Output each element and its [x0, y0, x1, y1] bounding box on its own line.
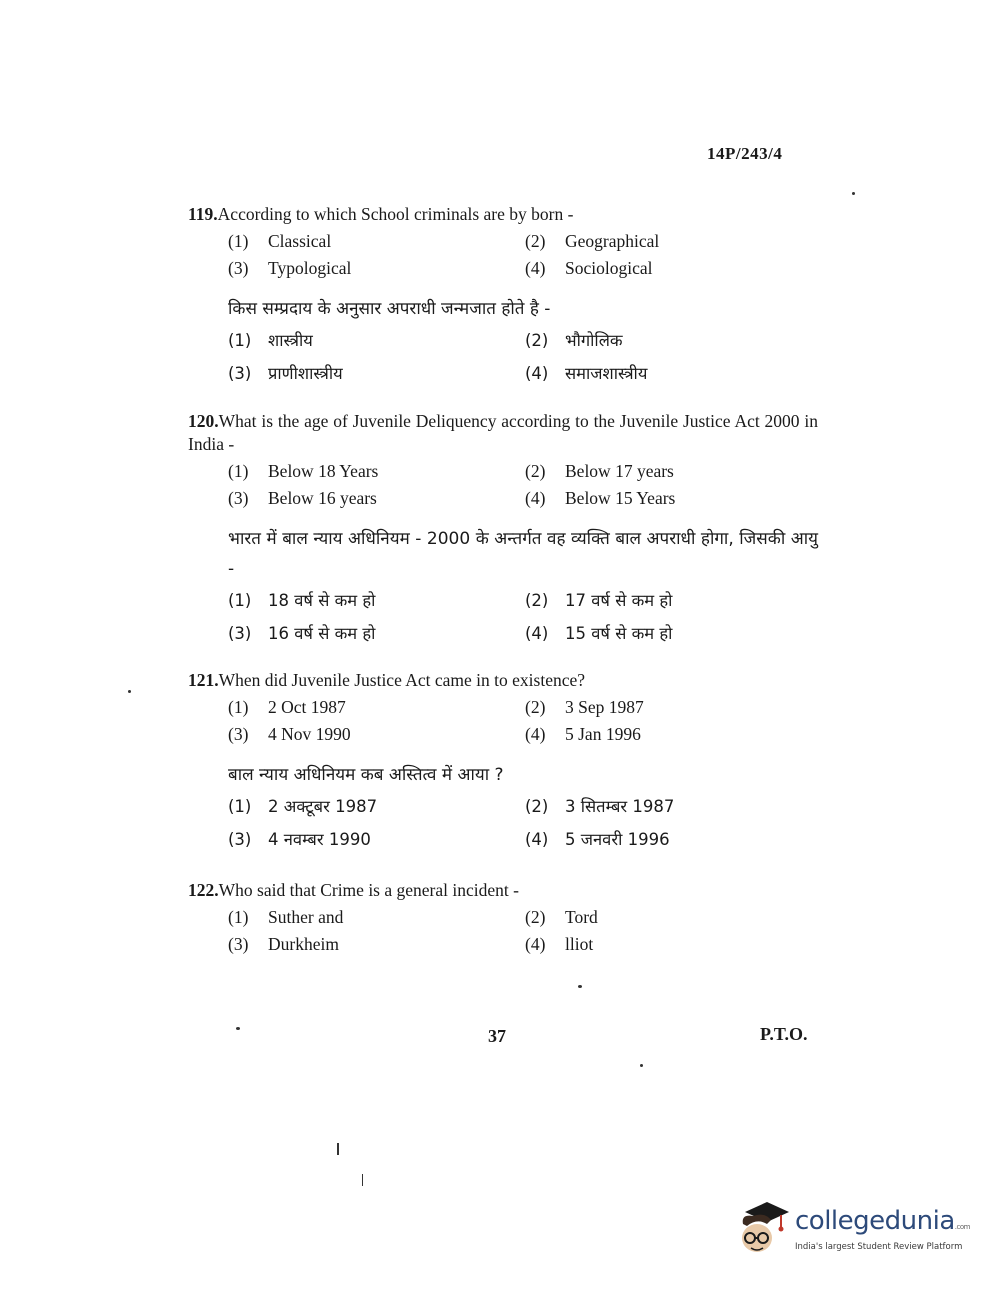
option-text: 2 Oct 1987: [268, 697, 346, 717]
question-number: 121.: [188, 670, 219, 690]
hindi-options: [228, 328, 818, 386]
hindi-options: [228, 588, 818, 646]
option-3: [228, 723, 525, 746]
option-text: Sociological: [565, 258, 653, 278]
option-2: [525, 460, 775, 483]
option-text: Below 16 years: [268, 488, 377, 508]
question-text: [188, 410, 818, 456]
option-label: (4): [525, 258, 546, 278]
option-text: Suther and: [268, 907, 344, 927]
logo-domain-suffix: .com: [954, 1223, 970, 1231]
question-120: [188, 410, 818, 646]
option-label: (4): [525, 830, 549, 849]
hindi-question-text: बाल न्याय अधिनियम कब अस्तित्व में आया ?: [228, 765, 504, 785]
logo-name: collegedunia: [795, 1206, 955, 1236]
option-3: [228, 933, 525, 956]
question-text: [188, 669, 818, 692]
option-label: (4): [525, 624, 549, 643]
option-label: (1): [228, 461, 249, 481]
option-text: 3 Sep 1987: [565, 697, 644, 717]
option-text: Durkheim: [268, 934, 339, 954]
option-4: [525, 487, 775, 510]
option-label: (2): [525, 797, 549, 816]
hindi-option-3: [228, 621, 525, 646]
question-body: When did Juvenile Justice Act came in to existence?: [218, 670, 586, 690]
option-text: शास्त्रीय: [268, 331, 313, 350]
question-body: What is the age of Juvenile Deliquency according to the Juvenile Justice Act 2000 in India -: [188, 411, 818, 454]
option-text: 18 वर्ष से कम हो: [268, 591, 376, 610]
option-label: (3): [228, 258, 249, 278]
option-label: (4): [525, 934, 546, 954]
option-text: lliot: [565, 934, 594, 954]
option-text: Classical: [268, 231, 332, 251]
option-text: Geographical: [565, 231, 660, 251]
question-121: [188, 669, 818, 852]
option-label: (1): [228, 797, 252, 816]
hindi-options: [228, 794, 818, 852]
question-body: According to which School criminals are by born -: [217, 204, 574, 224]
option-label: (1): [228, 231, 249, 251]
question-number: 122.: [188, 880, 219, 900]
scan-speck: [128, 690, 131, 693]
options: [228, 906, 818, 956]
scan-speck: [236, 1027, 240, 1030]
option-2: [525, 906, 775, 929]
option-label: (2): [525, 697, 546, 717]
hindi-option-4: [525, 621, 775, 646]
option-label: (2): [525, 591, 549, 610]
scan-speck: [640, 1064, 643, 1067]
hindi-option-1: [228, 328, 525, 353]
paper-code: 14P/243/4: [707, 144, 783, 163]
hindi-option-3: [228, 827, 525, 852]
option-text: 4 Nov 1990: [268, 724, 351, 744]
option-label: (1): [228, 907, 249, 927]
hindi-option-4: [525, 361, 775, 386]
question-number: 119.: [188, 204, 218, 224]
hindi-question-text: भारत में बाल न्याय अधिनियम - 2000 के अन्तर्गत वह व्यक्ति बाल अपराधी होगा, जिसकी आयु -: [228, 529, 818, 579]
option-label: (4): [525, 724, 546, 744]
option-label: (4): [525, 364, 549, 383]
option-3: [228, 487, 525, 510]
option-text: 5 Jan 1996: [565, 724, 641, 744]
logo-wordmark: [795, 1206, 970, 1236]
option-text: भौगोलिक: [565, 331, 623, 350]
hindi-option-4: [525, 827, 775, 852]
hindi-option-1: [228, 794, 525, 819]
question-body: Who said that Crime is a general incident -: [218, 880, 519, 900]
question-number: 120.: [188, 411, 219, 431]
option-2: [525, 696, 775, 719]
question-text: [188, 879, 818, 902]
option-text: 3 सितम्बर 1987: [565, 797, 675, 816]
question-122: [188, 879, 818, 956]
option-label: (2): [525, 907, 546, 927]
option-4: [525, 933, 775, 956]
option-text: Typological: [268, 258, 352, 278]
option-text: 17 वर्ष से कम हो: [565, 591, 673, 610]
option-label: (2): [525, 461, 546, 481]
hindi-option-2: [525, 328, 775, 353]
hindi-option-1: [228, 588, 525, 613]
option-text: 4 नवम्बर 1990: [268, 830, 371, 849]
option-label: (3): [228, 830, 252, 849]
option-label: (1): [228, 697, 249, 717]
option-4: [525, 723, 775, 746]
option-text: Below 15 Years: [565, 488, 676, 508]
option-label: (3): [228, 724, 249, 744]
scan-speck: [852, 192, 855, 195]
options: [228, 230, 818, 280]
option-text: 2 अक्टूबर 1987: [268, 797, 378, 816]
option-text: Below 18 Years: [268, 461, 379, 481]
option-text: 5 जनवरी 1996: [565, 830, 670, 849]
hindi-option-2: [525, 588, 775, 613]
option-text: Tord: [565, 907, 598, 927]
option-1: [228, 696, 525, 719]
pto-label: P.T.O.: [760, 1024, 808, 1044]
option-label: (3): [228, 364, 252, 383]
hindi-option-3: [228, 361, 525, 386]
option-text: Below 17 years: [565, 461, 674, 481]
option-label: (4): [525, 488, 546, 508]
option-text: 15 वर्ष से कम हो: [565, 624, 673, 643]
option-4: [525, 257, 775, 280]
option-text: समाजशास्त्रीय: [565, 364, 648, 383]
option-label: (3): [228, 624, 252, 643]
scan-speck: [578, 985, 582, 988]
question-119: [188, 203, 818, 386]
option-label: (1): [228, 591, 252, 610]
hindi-question-text: किस सम्प्रदाय के अनुसार अपराधी जन्मजात होते है -: [228, 299, 551, 319]
option-text: 16 वर्ष से कम हो: [268, 624, 376, 643]
options: [228, 460, 818, 510]
option-label: (2): [525, 231, 546, 251]
option-3: [228, 257, 525, 280]
page-number: 37: [488, 1026, 506, 1046]
option-label: (3): [228, 488, 249, 508]
option-1: [228, 460, 525, 483]
option-1: [228, 230, 525, 253]
collegedunia-logo: [737, 1198, 970, 1260]
option-label: (3): [228, 934, 249, 954]
option-label: (2): [525, 331, 549, 350]
student-mascot-icon: [737, 1198, 789, 1258]
option-text: प्राणीशास्त्रीय: [268, 364, 343, 383]
option-1: [228, 906, 525, 929]
scan-speck: [362, 1174, 363, 1186]
options: [228, 696, 818, 746]
option-label: (1): [228, 331, 252, 350]
option-2: [525, 230, 775, 253]
scan-speck: [337, 1143, 339, 1155]
hindi-option-2: [525, 794, 775, 819]
question-text: [188, 203, 818, 226]
logo-tagline: India's largest Student Review Platform: [795, 1242, 963, 1252]
